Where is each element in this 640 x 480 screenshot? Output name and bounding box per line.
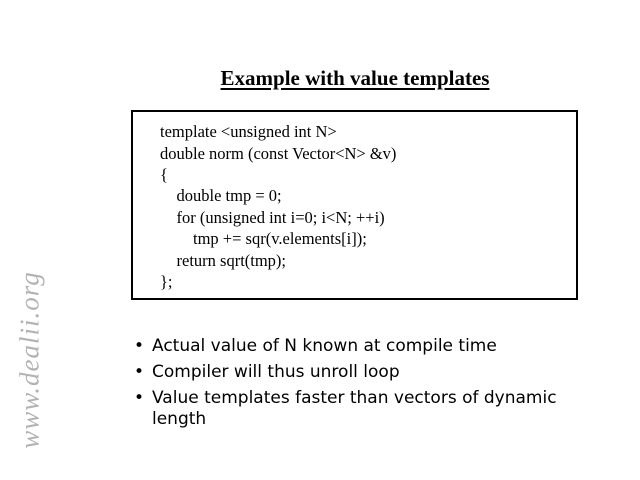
list-item bbox=[134, 388, 574, 430]
slide-title-text: Example with value templates bbox=[220, 66, 490, 90]
list-item-text: Compiler will thus unroll loop bbox=[152, 362, 400, 382]
code-line: template <unsigned int N> bbox=[160, 122, 337, 141]
code-line: tmp += sqr(v.elements[i]); bbox=[160, 229, 367, 248]
watermark-logo: www.dealii.org bbox=[14, 271, 45, 449]
code-line: }; bbox=[160, 272, 173, 291]
code-line: { bbox=[160, 165, 168, 184]
list-item-text: Value templates faster than vectors of dynamic length bbox=[152, 388, 557, 429]
code-box bbox=[131, 110, 578, 300]
code-line: return sqrt(tmp); bbox=[160, 251, 287, 270]
bullet-icon: • bbox=[134, 336, 145, 356]
slide-title bbox=[130, 66, 580, 91]
bullet-icon: • bbox=[134, 362, 145, 382]
list-item bbox=[134, 336, 574, 357]
code-line: double norm (const Vector<N> &v) bbox=[160, 144, 397, 163]
list-item bbox=[134, 362, 574, 383]
bullet-icon: • bbox=[134, 388, 145, 408]
bullet-list bbox=[134, 336, 574, 435]
list-item-text: Actual value of N known at compile time bbox=[152, 336, 497, 356]
code-line: for (unsigned int i=0; i<N; ++i) bbox=[160, 208, 385, 227]
code-line: double tmp = 0; bbox=[160, 186, 282, 205]
